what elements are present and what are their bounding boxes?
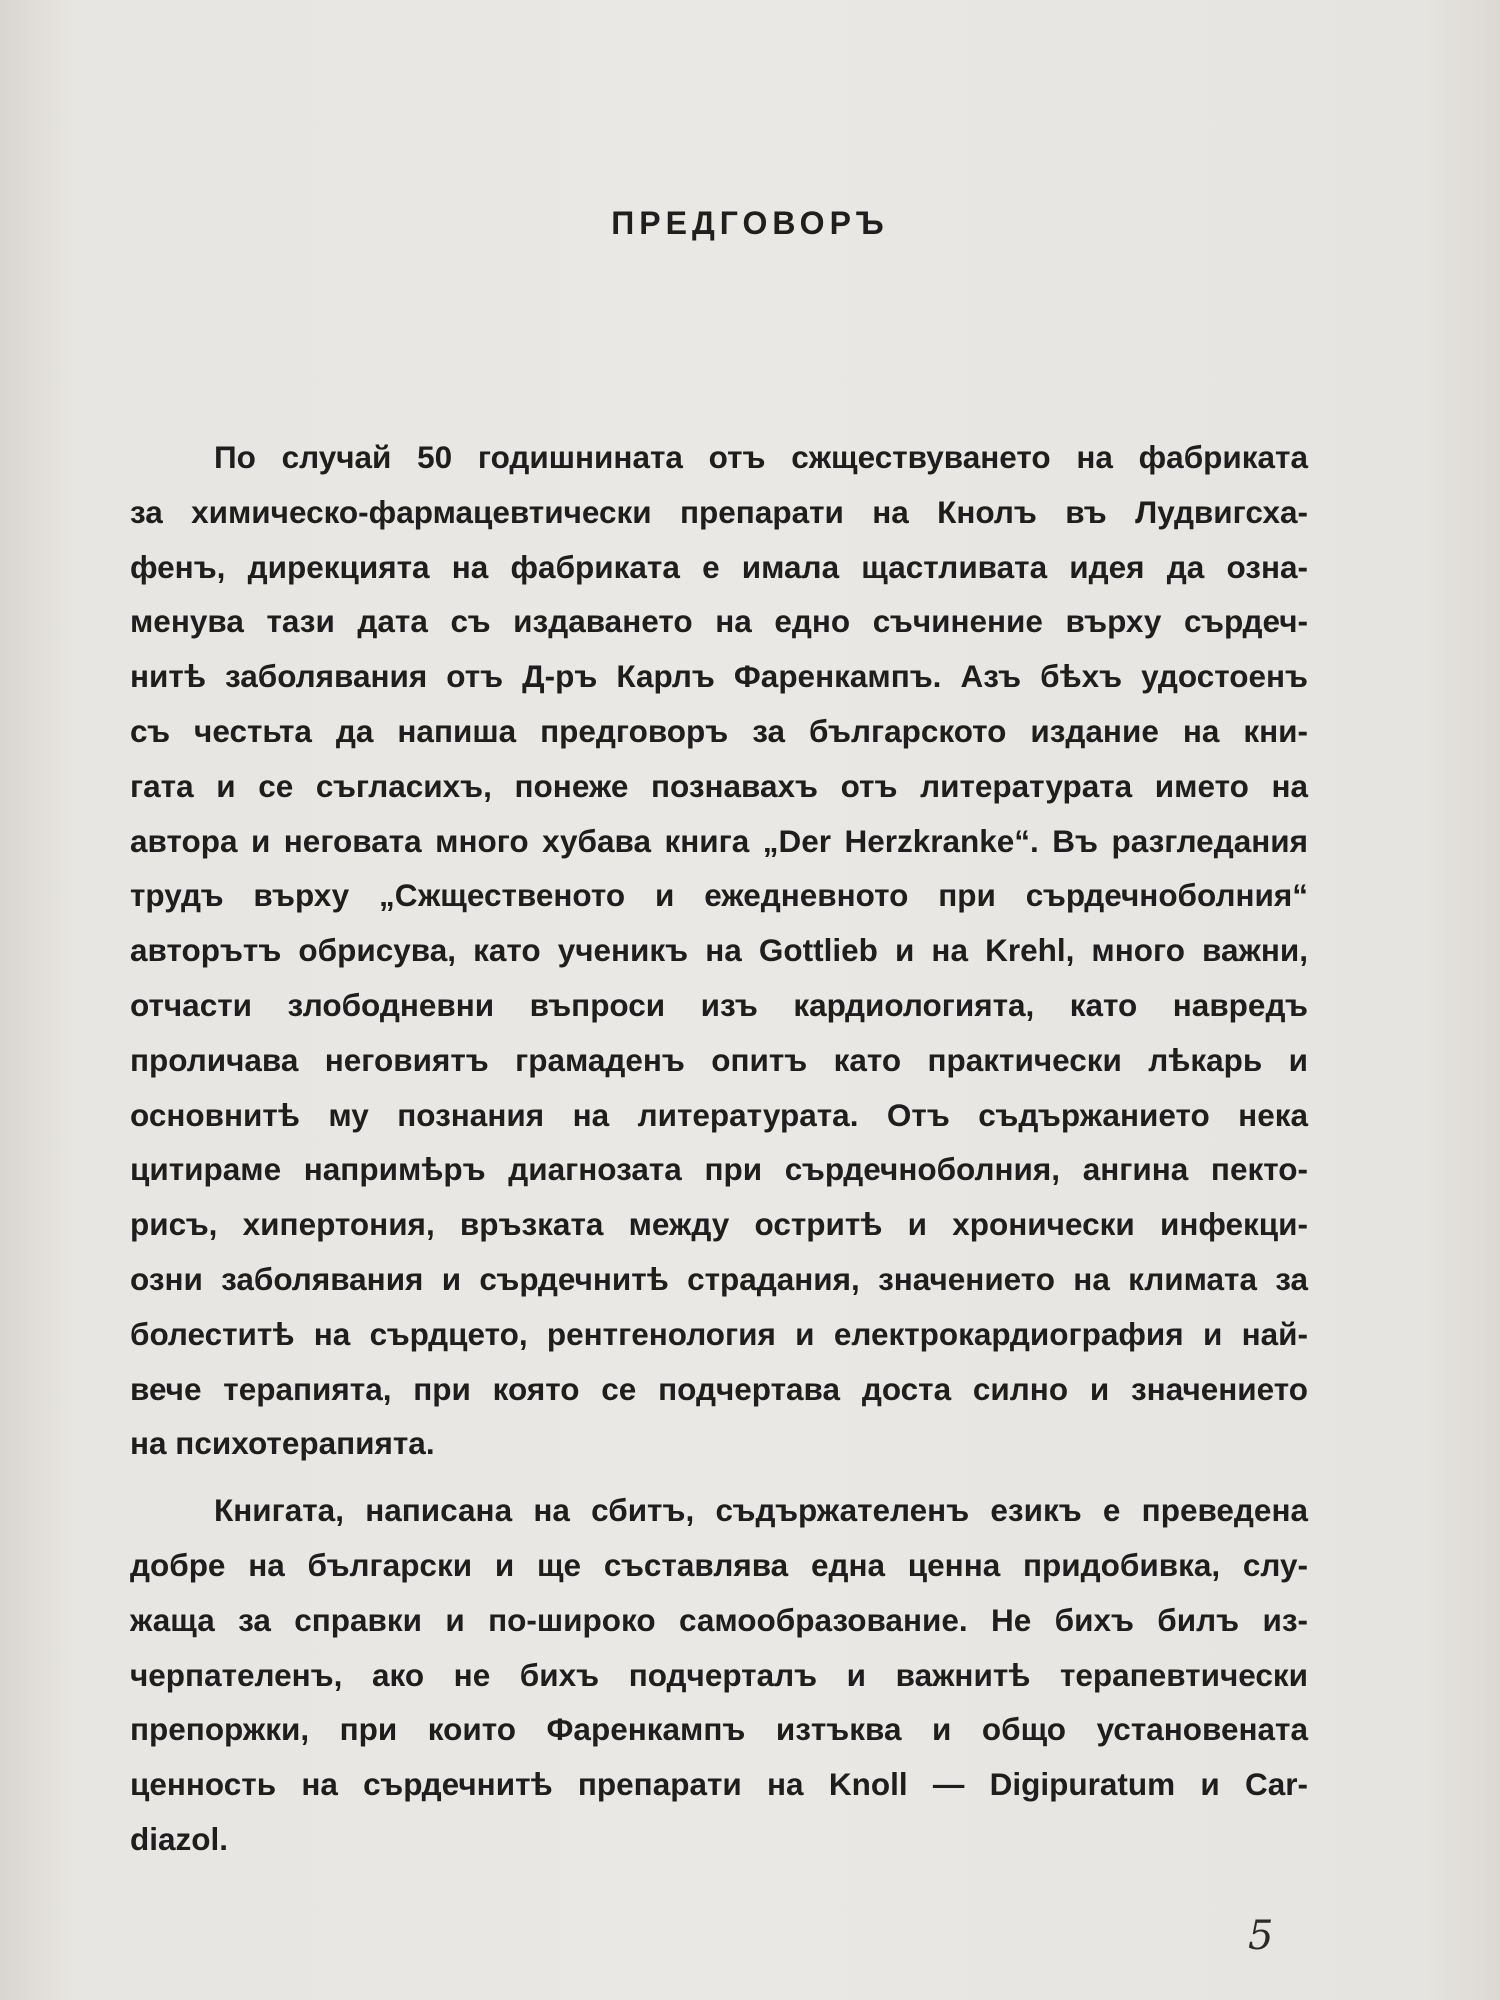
- text-line: основнитѣ му познания на литературата. Отъ съдържанието нека: [130, 1096, 1308, 1133]
- text-line: на психотерапията.: [130, 1425, 435, 1462]
- paragraph-gap: [130, 1471, 1308, 1483]
- text-line: черпателенъ, ако не бихъ подчерталъ и важнитѣ терапевтически: [130, 1656, 1308, 1693]
- text-line: По случай 50 годишнината отъ сжществуването на фабриката: [214, 439, 1308, 475]
- text-line: менува тази дата съ издаването на едно съчинение върху сърдеч-: [130, 603, 1308, 640]
- body-text: [130, 430, 1308, 1867]
- text-line: жаща за справки и по-широко самообразование. Не бихъ билъ из-: [130, 1601, 1308, 1638]
- text-line: авторътъ обрисува, като ученикъ на Gottlieb и на Krehl, много важни,: [130, 932, 1308, 969]
- page-number: 5: [1248, 1913, 1274, 1959]
- page-title: ПРЕДГОВОРЪ: [611, 205, 889, 241]
- text-line: трудъ върху „Сжщественото и ежедневното при сърдечноболния“: [130, 877, 1308, 914]
- text-line: фенъ, дирекцията на фабриката е имала щастливата идея да озна-: [130, 548, 1308, 585]
- text-line: diazol.: [130, 1820, 229, 1857]
- text-line: Книгата, написана на сбитъ, съдържателенъ езикъ е преведена: [214, 1492, 1308, 1529]
- text-line: ценность на сърдечнитѣ препарати на Knoll — Digipuratum и Car-: [130, 1766, 1308, 1803]
- text-line: добре на български и ще съставлява една ценна придобивка, слу-: [130, 1546, 1308, 1583]
- text-line: нитѣ заболявания отъ Д-ръ Карлъ Фаренкампъ. Азъ бѣхъ удостоенъ: [130, 658, 1308, 695]
- text-line: озни заболявания и сърдечнитѣ страдания, значението на климата за: [130, 1260, 1308, 1297]
- text-line: отчасти злободневни въпроси изъ кардиологията, като навредъ: [130, 986, 1308, 1023]
- text-line: съ честьта да напиша предговоръ за българското издание на кни-: [130, 712, 1308, 749]
- text-line: автора и неговата много хубава книга „Der Herzkranke“. Въ разгледания: [130, 822, 1308, 859]
- paragraph-1: [130, 430, 1308, 1471]
- text-line: рисъ, хипертония, връзката между остритѣ и хронически инфекци-: [130, 1206, 1308, 1243]
- text-line: цитираме напримѣръ диагнозата при сърдечноболния, ангина пекто-: [130, 1151, 1308, 1188]
- paragraph-2: [130, 1483, 1308, 1867]
- text-line: проличава неговиятъ грамаденъ опитъ като практически лѣкарь и: [130, 1041, 1308, 1078]
- text-line: препоржки, при които Фаренкампъ изтъква и общо установената: [130, 1711, 1308, 1748]
- text-line: гата и се съгласихъ, понеже познавахъ отъ литературата името на: [130, 767, 1308, 804]
- text-line: вече терапията, при която се подчертава доста силно и значението: [130, 1370, 1308, 1407]
- text-line: за химическо-фармацевтически препарати на Кнолъ въ Лудвигсха-: [130, 493, 1308, 530]
- text-line: болеститѣ на сърдцето, рентгенология и електрокардиография и най-: [130, 1315, 1308, 1352]
